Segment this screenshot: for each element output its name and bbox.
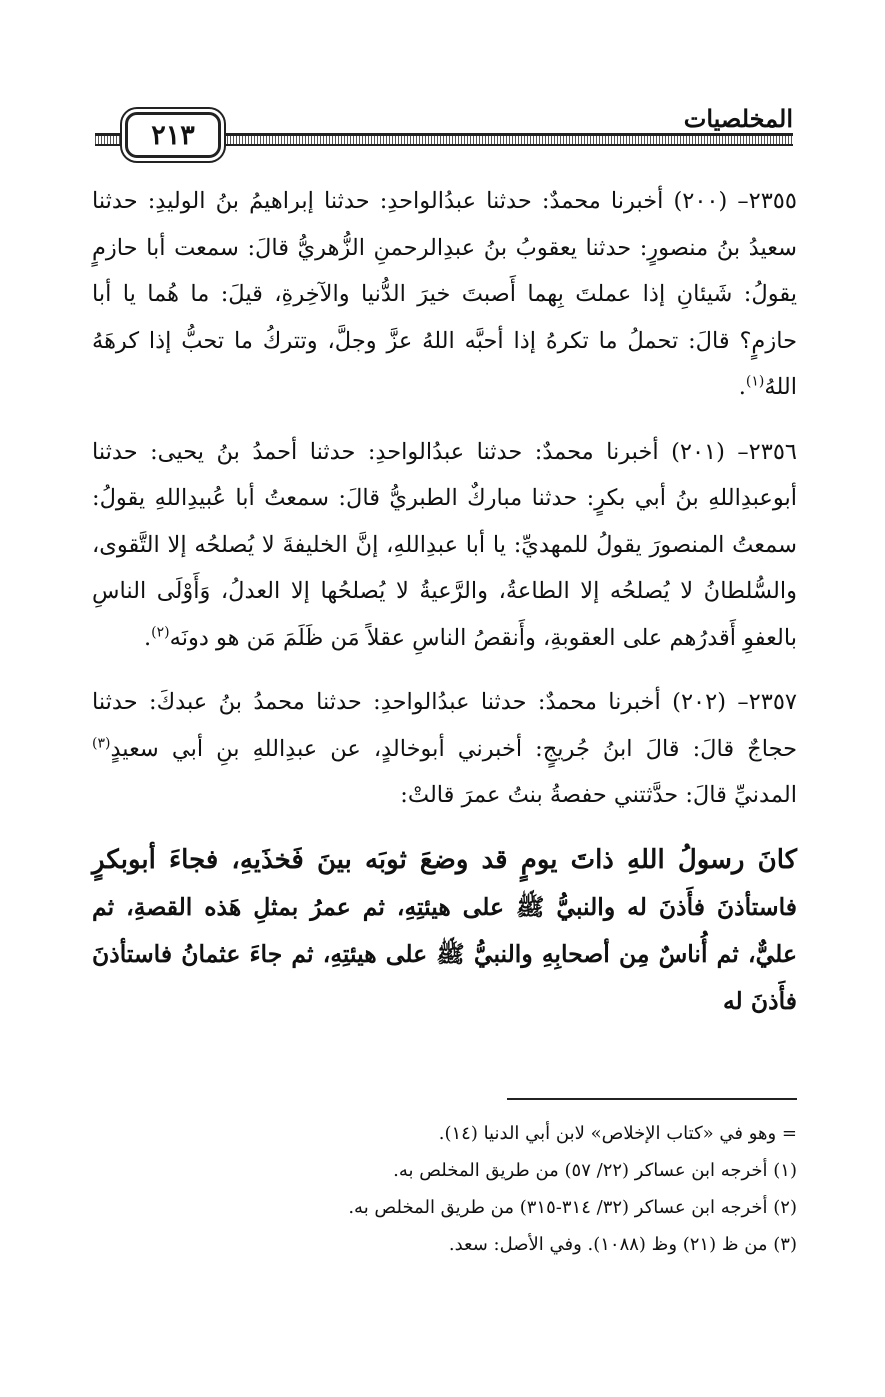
paragraph-text-continued: المدنيِّ قالَ: حدَّثتني حفصةُ بنتُ عمرَ قالتْ: bbox=[400, 782, 797, 808]
footnote-2: (٢) أخرجه ابن عساكر (٣٢/ ٣١٤-٣١٥) من طريق المخلص به. bbox=[348, 1197, 797, 1218]
paragraph-text: ٢٣٥٥– (٢٠٠) أخبرنا محمدٌ: حدثنا عبدُالواحدِ: حدثنا إبراهيمُ بنُ الوليدِ: حدثنا سعيدُ بنُ منصورٍ: حدثنا يعقوبُ بنُ عبدِالرحمنِ الزُّهريُّ قالَ: سمعت أبا حازمٍ يقولُ: شَيئانِ إذا عملتَ بِهما أَصبتَ خيرَ الدُّنيا والآخِرةِ، قيلَ: ما هُما يا أبا حازمٍ؟ قالَ: تحملُ ما تكرهُ إذا أحبَّه اللهُ عزَّ وجلَّ، وتتركُ ما تحبُّ إذا كرهَهُ اللهُ bbox=[92, 188, 797, 400]
paragraph-end: . bbox=[144, 624, 152, 651]
matn-opening: كانَ رسولُ اللهِ ذاتَ يومٍ قد وضعَ ثوبَه بينَ فَخذَيهِ، فجاءَ أبوبكرٍ bbox=[92, 844, 797, 875]
footnote-continued: = وهو في «كتاب الإخلاص» لابن أبي الدنيا (١٤). bbox=[438, 1123, 797, 1144]
footnote-ref: (٢) bbox=[151, 624, 170, 640]
footnote-separator bbox=[507, 1098, 797, 1100]
hadith-matn bbox=[92, 837, 797, 1025]
matn-text: فاستأذنَ فأَذنَ له والنبيُّ ﷺ على هيئتِهِ، ثم عمرُ بمثلِ هَذه القصةِ، ثم عليٌّ، ثم أُناسٌ مِن أصحابِهِ والنبيُّ ﷺ على هيئتِهِ، ثم جاءَ عثمانُ فاستأذنَ فأَذنَ له bbox=[92, 892, 797, 1015]
footnote-1: (١) أخرجه ابن عساكر (٢٢/ ٥٧) من طريق المخلص به. bbox=[393, 1160, 797, 1181]
footnote-ref: (١) bbox=[745, 373, 765, 390]
page-header bbox=[95, 100, 793, 160]
paragraph-end: . bbox=[738, 374, 746, 400]
main-text bbox=[92, 178, 797, 1043]
footnotes bbox=[92, 1115, 797, 1263]
hadith-2357 bbox=[92, 679, 797, 819]
paragraph-text: ٢٣٥٧– (٢٠٢) أخبرنا محمدٌ: حدثنا عبدُالواحدِ: حدثنا محمدُ بنُ عبدكَ: حدثنا حجاجٌ قالَ: قالَ ابنُ جُريجٍ: أخبرني أبوخالدٍ، عن عبدِاللهِ بنِ أبي سعيدٍ bbox=[92, 689, 797, 762]
footnote-ref: (٣) bbox=[92, 735, 111, 751]
paragraph-text: ٢٣٥٦– (٢٠١) أخبرنا محمدٌ: حدثنا عبدُالواحدِ: حدثنا أحمدُ بنُ يحيى: حدثنا أبوعبدِاللهِ بنُ أبي بكرٍ: حدثنا مباركٌ الطبريُّ قالَ: سمعتُ أبا عُبيدِاللهِ يقولُ: سمعتُ المنصورَ يقولُ للمهديِّ: يا أبا عبدِاللهِ، إنَّ الخليفةَ لا يُصلحُه إلا التَّقوى، والسُّلطانُ لا يُصلحُه إلا الطاعةُ، والرَّعيةُ لا يُصلحُها إلا العدلُ، وَأَوْلَى الناسِ بالعفوِ أَقدرُهم على العقوبةِ، وأَنقصُ الناسِ عقلاً مَن ظَلَمَ مَن هو دونَه bbox=[92, 438, 797, 651]
hadith-2355 bbox=[92, 178, 797, 411]
page-number: ٢١٣ bbox=[125, 112, 221, 158]
footnote-3: (٣) من ظ (٢١) وظ (١٠٨٨). وفي الأصل: سعد. bbox=[448, 1234, 797, 1255]
book-title: المخلصيات bbox=[672, 104, 793, 133]
hadith-2356 bbox=[92, 429, 797, 662]
